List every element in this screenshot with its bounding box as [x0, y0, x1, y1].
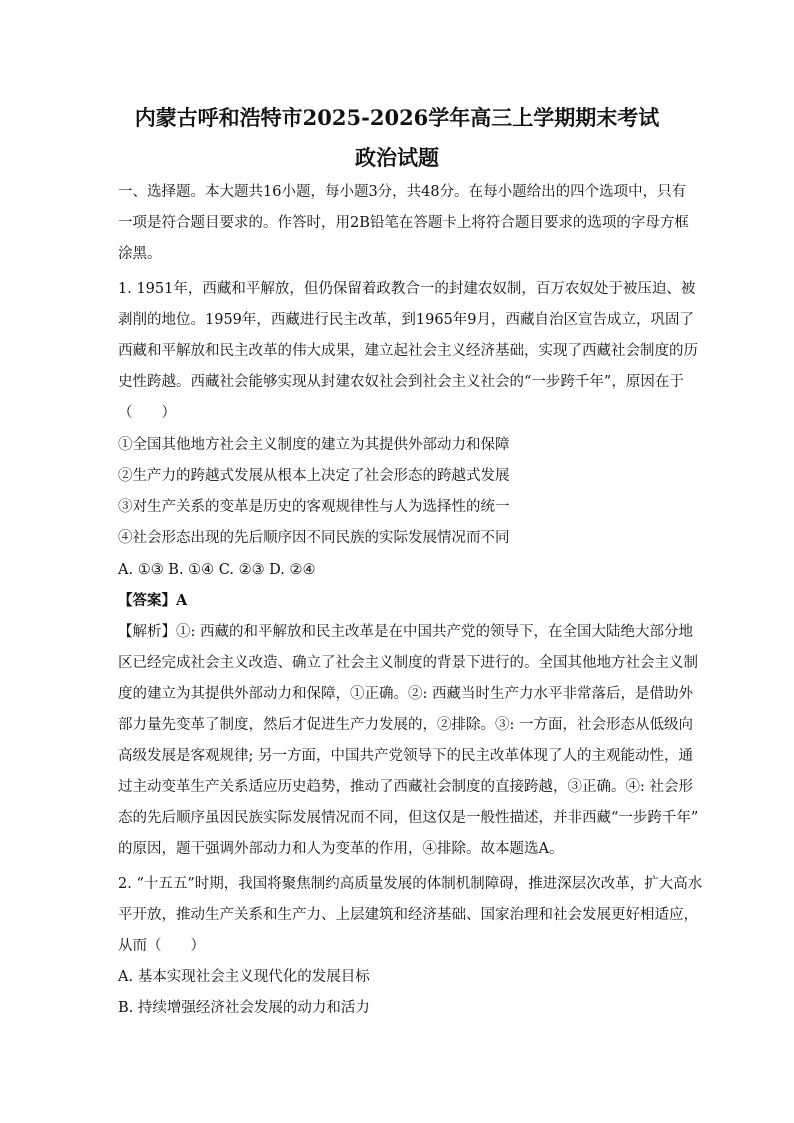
question-1-options: A. ①③ B. ①④ C. ②③ D. ②④ — [118, 562, 316, 578]
question-1-answer: 【答案】A — [118, 592, 188, 609]
question-2-option-a: A. 基本实现社会主义现代化的发展目标 — [118, 969, 370, 985]
question-2-line-1: 2. “十五五”时期，我国将聚焦制约高质量发展的体制机制障碍，推进深层次改革，扩大高水 — [118, 876, 703, 892]
analysis-line-3: 度的建立为其提供外部动力和保障，①正确。②: 西藏当时生产力水平非常落后，是借助外 — [118, 686, 693, 702]
question-2-line-3: 从而（ ） — [118, 938, 205, 954]
question-2-line-2: 平开放，推动生产关系和生产力、上层建筑和经济基础、国家治理和社会发展更好相适应， — [118, 907, 698, 923]
analysis-line-8: 的原因，题干强调外部动力和人为变革的作用，④排除。故本题选A。 — [118, 841, 564, 857]
analysis-line-1: 【解析】①: 西藏的和平解放和民主改革是在中国共产党的领导下，在全国大陆绝大部分地 — [118, 624, 693, 640]
question-1-line-4: 史性跨越。西藏社会能够实现从封建农奴社会到社会主义社会的“一步跨千年”，原因在于 — [118, 374, 684, 390]
question-1-line-1: 1. 1951年，西藏和平解放，但仍保留着政教合一的封建农奴制，百万农奴处于被压迫、被 — [118, 281, 696, 297]
analysis-line-2: 区已经完成社会主义改造、确立了社会主义制度的背景下进行的。全国其他地方社会主义制 — [118, 655, 698, 671]
analysis-line-5: 高级发展是客观规律; 另一方面，中国共产党领导下的民主改革体现了人的主观能动性，通 — [118, 748, 693, 764]
analysis-line-4: 部力量先变革了制度，然后才促进生产力发展的，②排除。③: 一方面，社会形态从低级向 — [118, 717, 693, 733]
question-1-line-2: 剥削的地位。1959年，西藏进行民主改革，到1965年9月，西藏自治区宣告成立，巩固了 — [118, 312, 695, 328]
instruction-line-3: 涂黑。 — [118, 246, 162, 262]
question-1-statement-3: ③对生产关系的变革是历史的客观规律性与人为选择性的统一 — [118, 499, 510, 515]
question-2-option-b: B. 持续增强经济社会发展的动力和活力 — [118, 1000, 370, 1016]
question-1-statement-2: ②生产力的跨越式发展从根本上决定了社会形态的跨越式发展 — [118, 468, 510, 484]
analysis-line-6: 过主动变革生产关系适应历史趋势，推动了西藏社会制度的直接跨越，③正确。④: 社会形 — [118, 779, 693, 795]
question-1-statement-4: ④社会形态出现的先后顺序因不同民族的实际发展情况而不同 — [118, 530, 510, 546]
question-1-statement-1: ①全国其他地方社会主义制度的建立为其提供外部动力和保障 — [118, 437, 510, 453]
instruction-line-2: 一项是符合题目要求的。作答时，用2B铅笔在答题卡上将符合题目要求的选项的字母方框 — [118, 215, 689, 231]
analysis-line-7: 态的先后顺序虽因民族实际发展情况而不同，但这仅是一般性描述，并非西藏“一步跨千年” — [118, 810, 699, 826]
question-1-bracket: （ ） — [118, 405, 176, 421]
question-1-line-3: 西藏和平解放和民主改革的伟大成果，建立起社会主义经济基础，实现了西藏社会制度的历 — [118, 343, 698, 359]
instruction-line-1: 一、选择题。本大题共16小题，每小题3分，共48分。在每小题给出的四个选项中，只有 — [118, 184, 687, 200]
page-title: 内蒙古呼和浩特市2025-2026学年高三上学期期末考试 — [134, 105, 660, 130]
page-subtitle: 政治试题 — [355, 145, 439, 170]
